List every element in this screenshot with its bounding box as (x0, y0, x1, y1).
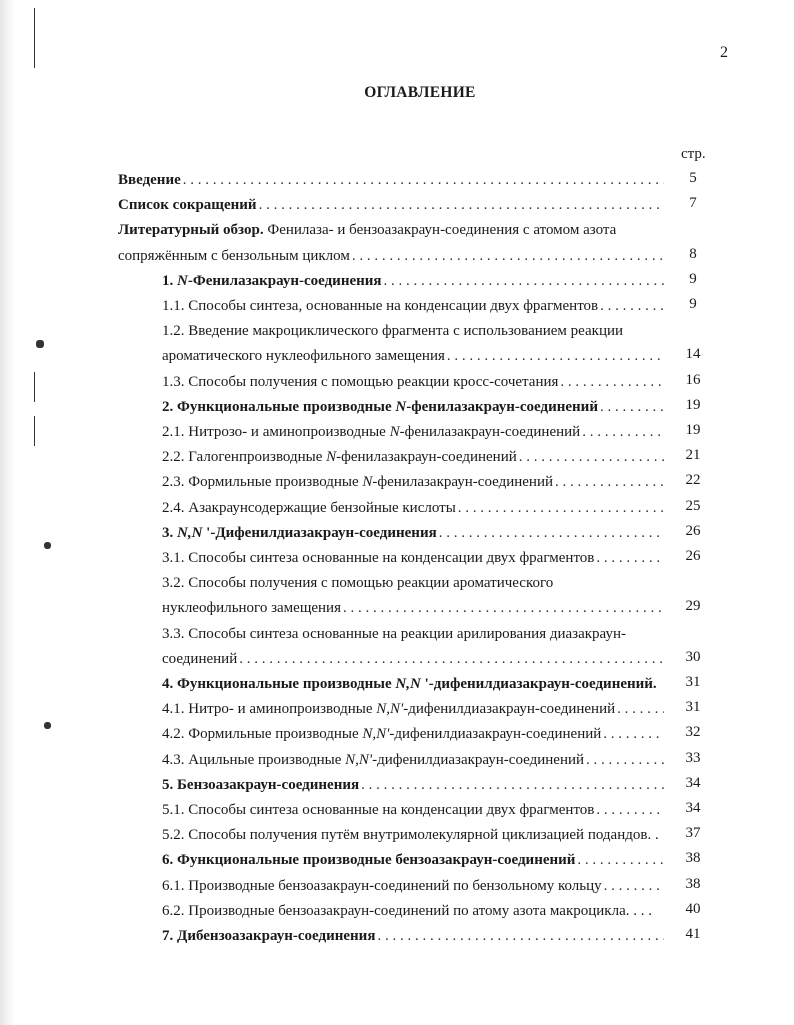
toc-title-segment: 6.1. Производные бензоазакраун-соединений по бензольному кольцу (162, 877, 602, 894)
toc-page-number: 33 (685, 749, 701, 766)
toc-entry-title (118, 168, 181, 192)
toc-entry-title (162, 874, 602, 898)
toc-title-segment: соединений (162, 650, 238, 667)
dot-leader (582, 420, 664, 444)
toc-entry (162, 697, 666, 721)
toc-page-number: 34 (685, 800, 701, 816)
toc-page-number: 40 (685, 900, 701, 917)
scan-artifact (34, 372, 35, 402)
scan-artifact (36, 340, 44, 348)
toc-page-number: 7 (689, 195, 697, 212)
dot-leader (596, 798, 664, 822)
dot-leader (352, 244, 664, 268)
toc-entry (162, 899, 666, 923)
toc-title-segment: 2.1. Нитрозо- и аминопроизводные (162, 424, 390, 440)
toc-entry-title (162, 470, 553, 494)
dot-leader (600, 395, 664, 419)
toc-entry (162, 722, 666, 746)
toc-title-segment: 5.2. Способы получения путём внутримолекулярной циклизацией подандов. . (162, 827, 659, 844)
toc-entry-title (162, 445, 517, 469)
toc-entry (118, 193, 666, 217)
toc-title-segment: 6. Функциональные производные бензоазакраун-соединений (162, 852, 576, 869)
toc-entry (162, 874, 666, 898)
toc-entry (162, 395, 666, 419)
toc-entry-title (162, 823, 659, 847)
toc-title-segment: -Фенилазакраун-соединения (187, 272, 382, 289)
toc-entry (162, 773, 666, 797)
toc-title-segment: 2.4. Азакраунсодержащие бензойные кислоты (162, 499, 456, 516)
dot-leader (259, 193, 664, 217)
toc-entry-title (162, 748, 584, 772)
toc-title-segment: -дифенилдиазакраун-соединений (389, 726, 602, 743)
toc-entry (162, 269, 666, 293)
dot-leader (596, 546, 664, 570)
toc-entry (162, 370, 666, 394)
toc-page-number: 41 (685, 926, 701, 942)
toc-page-number: 8 (689, 245, 697, 262)
toc-entry (162, 470, 666, 494)
dot-leader (343, 596, 664, 620)
toc-title-segment: ароматического нуклеофильного замещения (162, 348, 445, 365)
toc-title-segment: 4.1. Нитро- и аминопроизводные (162, 701, 377, 718)
toc-entry-title (162, 294, 598, 318)
dot-leader (586, 748, 664, 772)
toc-page-number: 32 (685, 724, 701, 741)
toc-entry-title (162, 773, 359, 797)
toc-title-segment: -дифенилдиазакраун-соединений (372, 751, 585, 768)
toc-entry (162, 571, 666, 595)
toc-title-segment: 2. Функциональные производные (162, 398, 396, 415)
toc-title-segment: сопряжённым с бензольным циклом (118, 247, 350, 264)
toc-page-number: 37 (685, 825, 701, 842)
toc-title-segment: N,N (395, 676, 421, 692)
toc-entry (118, 218, 666, 242)
toc-entry (162, 319, 666, 343)
toc-title-segment: 3.2. Способы получения с помощью реакции ароматического (162, 575, 554, 592)
toc-entry-title (162, 344, 445, 368)
toc-page-number: 9 (689, 270, 697, 287)
toc-title-segment: 1.3. Способы получения с помощью реакции кросс-сочетания (162, 373, 559, 390)
toc-title-segment: 4. Функциональные производные (162, 676, 396, 692)
toc-title-segment: 3.1. Способы синтеза основанные на конденсации двух фрагментов (162, 550, 595, 566)
page-column-label: стр. (681, 146, 706, 162)
page-title: ОГЛАВЛЕНИЕ (364, 84, 476, 101)
toc-entry (162, 344, 666, 368)
toc-page-number: 19 (685, 422, 701, 438)
toc-title-segment: -фенилазакраун-соединений (406, 398, 598, 415)
toc-entry-title (162, 596, 341, 620)
scan-edge-shadow (0, 0, 14, 1025)
toc-page-number: 25 (685, 497, 701, 514)
dot-leader (600, 294, 664, 318)
toc-entry-title (162, 269, 382, 293)
toc-entry-title (162, 546, 594, 570)
toc-title-segment: Введение (118, 172, 181, 188)
toc-title-segment: Список сокращений (118, 197, 257, 214)
toc-entry-title (118, 193, 257, 217)
toc-page-number: 16 (685, 371, 701, 388)
toc-entry (118, 244, 666, 268)
toc-entry (162, 596, 666, 620)
toc-entry-title (162, 647, 237, 671)
toc-title-segment: N,N' (376, 701, 404, 718)
toc-page-number: 34 (685, 774, 701, 791)
toc-page-number: 5 (689, 170, 697, 186)
toc-entry-title (162, 672, 657, 696)
toc-entry (162, 798, 666, 822)
toc-title-segment: 4.2. Формильные производные (162, 726, 363, 743)
toc-title-segment: Фенилаза- и бензоазакраун-соединения с атомом азота (267, 222, 617, 239)
toc-entry-title (162, 571, 553, 595)
toc-title-segment: N (326, 449, 337, 466)
toc-page-number: 9 (689, 296, 697, 312)
dot-leader (519, 445, 664, 469)
toc-title-segment: 2.2. Галогенпроизводные (162, 449, 327, 466)
toc-title-segment: 2.3. Формильные производные (162, 474, 363, 491)
page-number: 2 (720, 44, 728, 61)
toc-title-segment: 3. (162, 524, 177, 541)
toc-entry (118, 168, 666, 192)
dot-leader (447, 344, 664, 368)
dot-leader (560, 370, 664, 394)
toc-page-number: 31 (685, 699, 701, 716)
dot-leader (439, 521, 664, 545)
dot-leader (377, 924, 664, 948)
toc-entry-title (162, 370, 558, 394)
toc-title-segment: 1.1. Способы синтеза, основанные на конденсации двух фрагментов (162, 298, 599, 314)
toc-entry-title (162, 496, 456, 520)
scan-artifact (44, 542, 51, 549)
toc-title-segment: N (362, 474, 373, 491)
toc-title-segment: -дифенилдиазакраун-соединений (403, 701, 616, 718)
toc-title-segment: 3.3. Способы синтеза основанные на реакции арилирования диазакраун- (162, 625, 626, 642)
dot-leader (603, 722, 664, 746)
toc-title-segment: N (395, 398, 407, 415)
dot-leader (361, 773, 664, 797)
toc-entry (162, 647, 666, 671)
toc-entry (162, 420, 666, 444)
toc-title-segment: N,N (177, 524, 203, 541)
toc-page-number: 29 (685, 598, 701, 615)
toc-page-number: 38 (685, 850, 701, 867)
toc-title-segment: 5.1. Способы синтеза основанные на конденсации двух фрагментов (162, 802, 595, 818)
toc-page-number: 21 (685, 447, 701, 464)
dot-leader (384, 269, 664, 293)
toc-entry (162, 672, 666, 696)
toc-page-number: 30 (685, 648, 701, 665)
dot-leader (604, 874, 664, 898)
toc-entry (162, 748, 666, 772)
dot-leader (555, 470, 664, 494)
dot-leader (239, 647, 664, 671)
toc-title-segment: -фенилазакраун-соединений (336, 449, 517, 466)
dot-leader (617, 697, 664, 721)
toc-title-segment: нуклеофильного замещения (162, 600, 341, 617)
toc-title-segment: N,N' (362, 726, 390, 743)
toc-title-segment: 5. Бензоазакраун-соединения (162, 776, 360, 793)
dot-leader (577, 848, 664, 872)
toc-entry-title (162, 899, 652, 923)
toc-title-segment: -фенилазакраун-соединений (372, 474, 554, 491)
toc-page-number: 26 (685, 522, 701, 539)
toc-entry-title (162, 319, 623, 343)
toc-entry-title (162, 798, 594, 822)
toc-entry (162, 521, 666, 545)
toc-entry-title (162, 722, 601, 746)
toc-entry-title (162, 697, 615, 721)
toc-entry-title (162, 622, 626, 646)
toc-title-segment: N,N' (345, 751, 373, 768)
toc-page-number: 38 (685, 875, 701, 892)
toc-entry (162, 294, 666, 318)
toc-entry-title (162, 395, 598, 419)
toc-title-segment: 4.3. Ацильные производные (162, 751, 346, 768)
toc-title-segment: Литературный обзор. (118, 222, 268, 239)
toc-entry (162, 445, 666, 469)
toc-entry (162, 848, 666, 872)
toc-page-number: 19 (685, 396, 701, 413)
toc-title-segment: 1.2. Введение макроциклического фрагмента с использованием реакции (162, 323, 624, 340)
dot-leader (458, 496, 664, 520)
scan-artifact (34, 416, 35, 446)
toc-entry-title (162, 521, 437, 545)
toc-page-number: 31 (685, 674, 701, 690)
toc-title-segment: '-Дифенилдиазакраун-соединения (202, 524, 437, 541)
toc-page-number: 26 (685, 548, 701, 564)
scan-artifact (44, 722, 51, 729)
toc-title-segment: -фенилазакраун-соединений (399, 424, 581, 440)
toc-entry (162, 823, 666, 847)
toc-entry-title (162, 848, 575, 872)
toc-page-number: 14 (685, 346, 701, 363)
toc-title-segment: N (389, 424, 400, 440)
toc-entry-title (118, 218, 616, 242)
toc-entry-title (162, 924, 375, 948)
toc-entry (162, 496, 666, 520)
toc-entry-title (162, 420, 580, 444)
scan-artifact (34, 8, 35, 68)
toc-entry (162, 546, 666, 570)
toc-entry (162, 924, 666, 948)
toc-entry-title (118, 244, 350, 268)
toc-title-segment: 7. Дибензоазакраун-соединения (162, 928, 376, 944)
dot-leader (183, 168, 664, 192)
toc-title-segment: 6.2. Производные бензоазакраун-соединений по атому азота макроцикла. . . . (162, 902, 652, 919)
toc-title-segment: N (177, 272, 188, 289)
toc-title-segment: '-дифенилдиазакраун-соединений. (420, 676, 657, 692)
toc-page-number: 22 (685, 472, 701, 489)
toc-entry (162, 622, 666, 646)
toc-title-segment: 1. (162, 272, 177, 289)
